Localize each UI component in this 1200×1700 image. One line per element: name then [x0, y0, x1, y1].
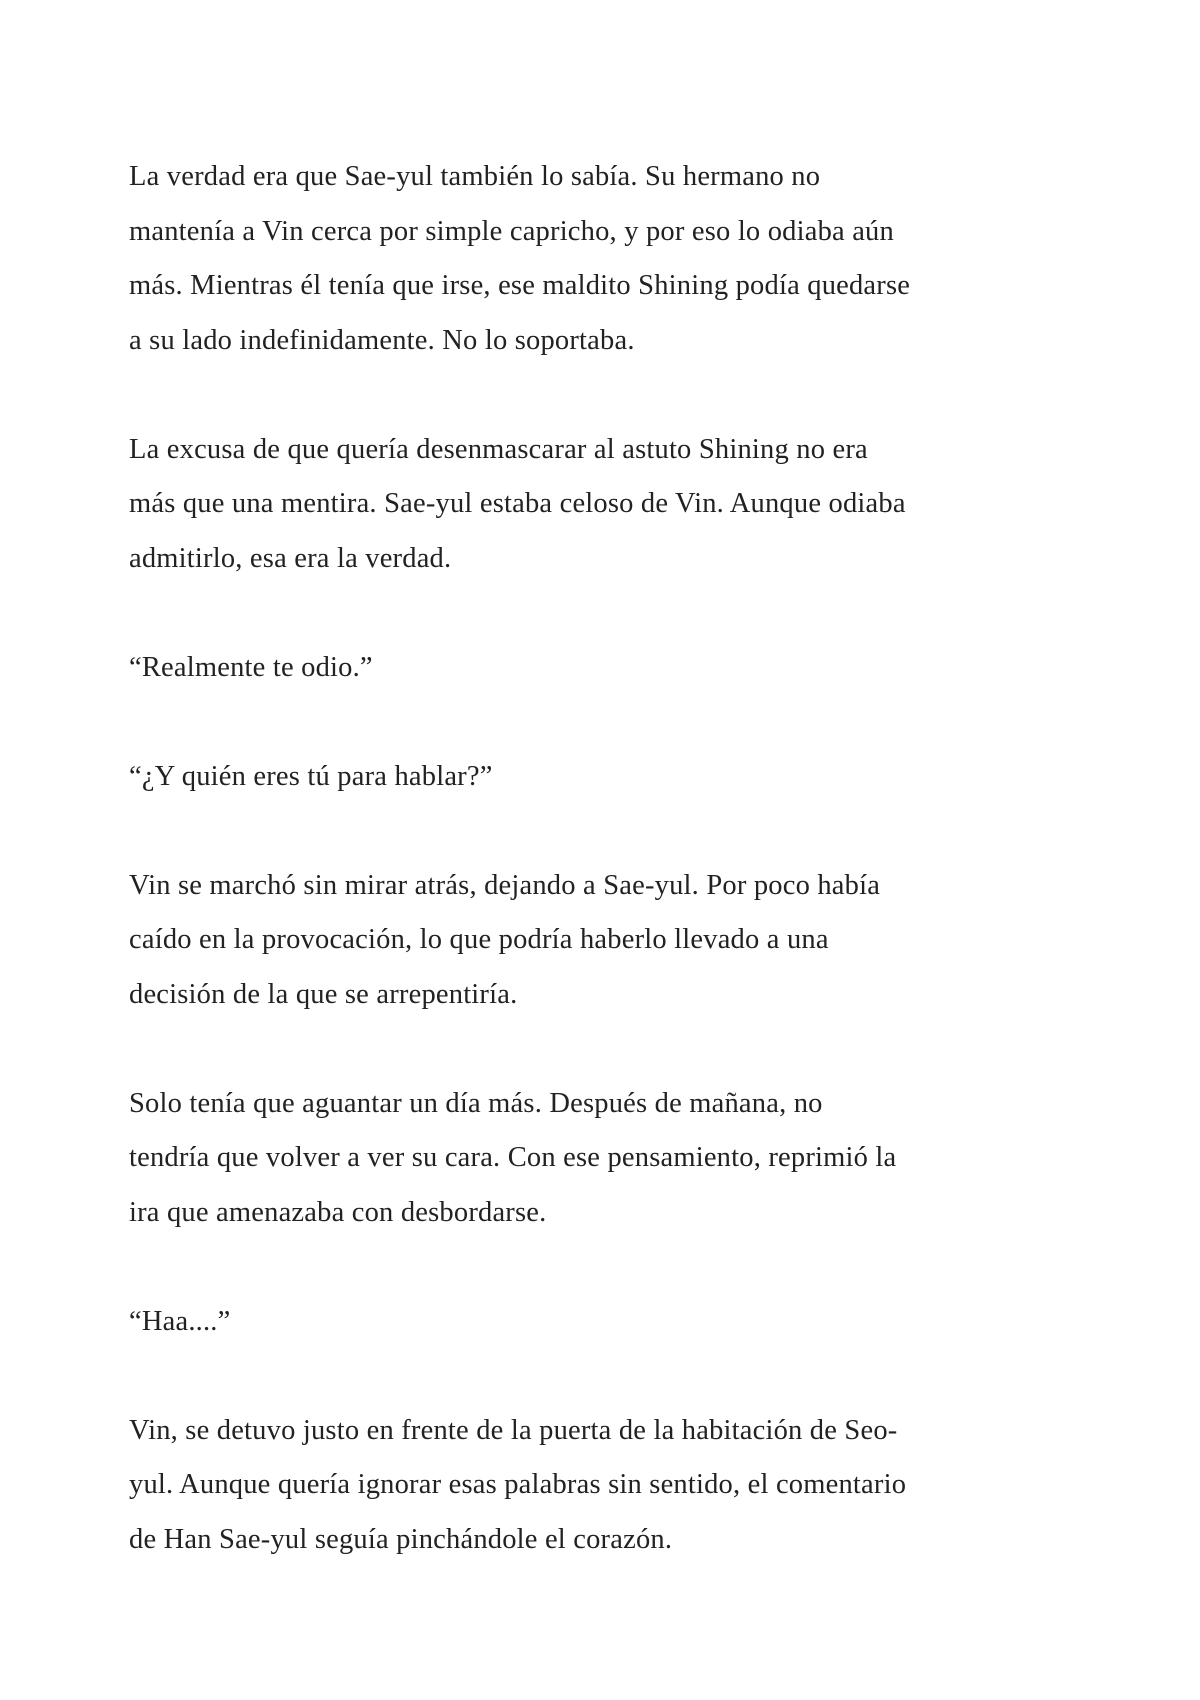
text-line: “Realmente te odio.” — [129, 651, 373, 683]
paragraph — [129, 1404, 1129, 1568]
text-line: de Han Sae-yul seguía pinchándole el corazón. — [129, 1523, 673, 1555]
text-line: Solo tenía que aguantar un día más. Después de mañana, no — [129, 1087, 823, 1119]
text-line: La verdad era que Sae-yul también lo sabía. Su hermano no — [129, 161, 821, 192]
paragraph — [129, 859, 1129, 1023]
paragraph — [129, 150, 1129, 368]
text-line: ira que amenazaba con desbordarse. — [129, 1196, 547, 1228]
paragraph — [129, 423, 1129, 587]
paragraph — [129, 1295, 1129, 1350]
text-line: La excusa de que quería desenmascarar al astuto Shining no era — [129, 433, 868, 465]
paragraph — [129, 750, 1129, 805]
text-line: Vin se marchó sin mirar atrás, dejando a Sae-yul. Por poco había — [129, 869, 881, 901]
text-line: Vin, se detuvo justo en frente de la puerta de la habitación de Seo- — [129, 1414, 898, 1446]
paragraph — [129, 641, 1129, 696]
text-line: caído en la provocación, lo que podría haberlo llevado a una — [129, 924, 829, 955]
text-line: más que una mentira. Sae-yul estaba celoso de Vin. Aunque odiaba — [129, 488, 906, 519]
text-line: tendría que volver a ver su cara. Con ese pensamiento, reprimió la — [129, 1142, 897, 1173]
text-line: a su lado indefinidamente. No lo soportaba. — [129, 324, 635, 356]
text-line: decisión de la que se arrepentiría. — [129, 978, 518, 1010]
text-line: “Haa....” — [129, 1305, 231, 1337]
document-page — [129, 150, 1129, 1622]
text-line: “¿Y quién eres tú para hablar?” — [129, 760, 493, 792]
paragraph — [129, 1077, 1129, 1241]
text-line: más. Mientras él tenía que irse, ese maldito Shining podía quedarse — [129, 270, 911, 301]
text-line: mantenía a Vin cerca por simple capricho, y por eso lo odiaba aún — [129, 215, 894, 247]
text-line: admitirlo, esa era la verdad. — [129, 542, 452, 574]
text-line: yul. Aunque quería ignorar esas palabras sin sentido, el comentario — [129, 1469, 907, 1500]
